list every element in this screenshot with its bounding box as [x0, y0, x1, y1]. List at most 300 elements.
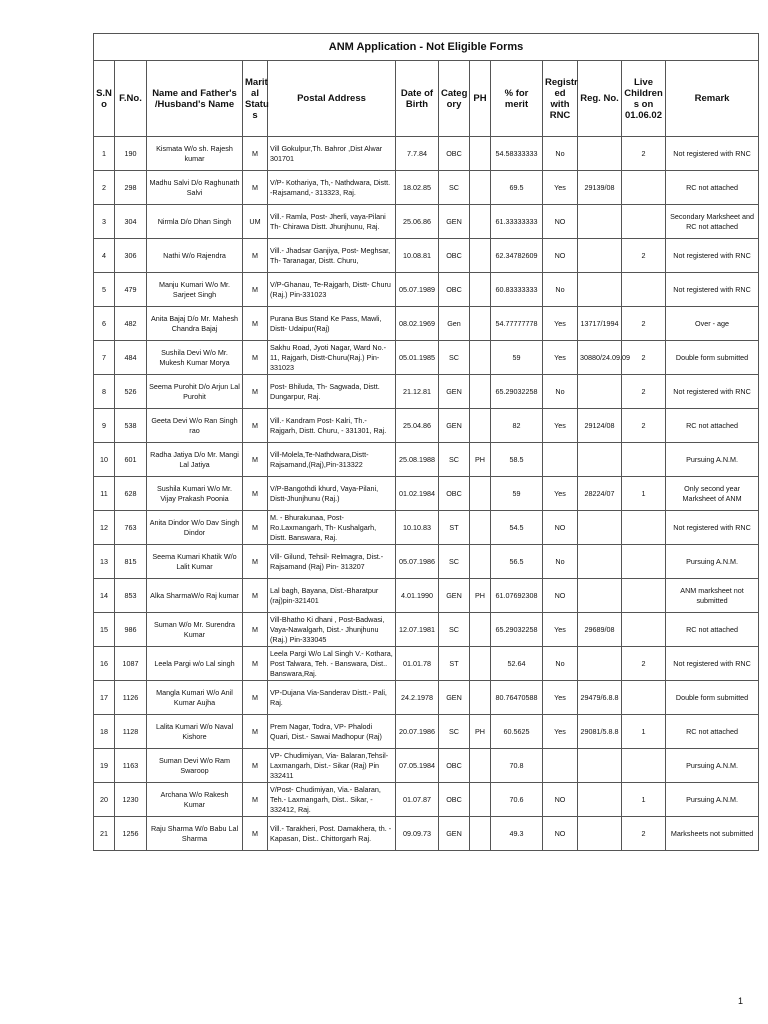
col-remark-cell: Not registered with RNC: [666, 511, 759, 545]
col-category-cell: GEN: [439, 817, 470, 851]
col-reg-no-cell: [578, 273, 622, 307]
col-reg-no-cell: 29081/5.8.8: [578, 715, 622, 749]
col-percent-for-merit-cell: 54.5: [491, 511, 543, 545]
col-registered-rnc-cell: Yes: [543, 715, 578, 749]
col-marital-status-cell: M: [243, 409, 268, 443]
col-registered-rnc-header: Registr ed with RNC: [543, 61, 578, 137]
col-category-cell: GEN: [439, 375, 470, 409]
col-sno-cell: 10: [94, 443, 115, 477]
col-name-cell: Raju Sharma W/o Babu Lal Sharma: [147, 817, 243, 851]
col-reg-no-cell: [578, 749, 622, 783]
col-name-cell: Alka SharmaW/o Raj kumar: [147, 579, 243, 613]
col-registered-rnc-cell: NO: [543, 205, 578, 239]
col-marital-status-cell: M: [243, 817, 268, 851]
col-ph-cell: [470, 477, 491, 511]
col-reg-no-cell: 13717/1994: [578, 307, 622, 341]
col-name-cell: Nirmla D/o Dhan Singh: [147, 205, 243, 239]
col-category-cell: SC: [439, 171, 470, 205]
col-sno-cell: 7: [94, 341, 115, 375]
col-name-cell: Leela Pargi w/o Lal singh: [147, 647, 243, 681]
col-form-number-cell: 763: [115, 511, 147, 545]
col-reg-no-cell: [578, 511, 622, 545]
col-marital-status-cell: M: [243, 681, 268, 715]
col-form-number-cell: 1163: [115, 749, 147, 783]
col-sno-cell: 2: [94, 171, 115, 205]
col-ph-cell: [470, 273, 491, 307]
col-sno-header: S.N o: [94, 61, 115, 137]
col-percent-for-merit-cell: 82: [491, 409, 543, 443]
col-name-cell: Kismata W/o sh. Rajesh kumar: [147, 137, 243, 171]
table-row: [94, 239, 759, 273]
col-live-children-cell: [622, 613, 666, 647]
col-remark-cell: Pursuing A.N.M.: [666, 749, 759, 783]
col-form-number-cell: 1126: [115, 681, 147, 715]
col-percent-for-merit-cell: 52.64: [491, 647, 543, 681]
col-reg-no-cell: 29124/08: [578, 409, 622, 443]
col-category-cell: SC: [439, 341, 470, 375]
col-form-number-cell: 853: [115, 579, 147, 613]
col-marital-status-cell: M: [243, 511, 268, 545]
col-postal-address-cell: Vill-Bhatho Ki dhani , Post-Badwasi, Vaya-Nawalgarh, Dist.- Jhunjhunu (Raj.) Pin-333045: [268, 613, 396, 647]
col-postal-address-cell: M. - Bhurakunaa, Post- Ro.Laxmangarh, Th- Kushalgarh, Distt. Banswara, Raj.: [268, 511, 396, 545]
col-date-of-birth-cell: 4.01.1990: [396, 579, 439, 613]
col-date-of-birth-cell: 08.02.1969: [396, 307, 439, 341]
table-body: [94, 137, 759, 851]
table-row: [94, 783, 759, 817]
col-category-cell: SC: [439, 613, 470, 647]
col-postal-address-cell: Vill.- Jhadsar Ganjiya, Post- Meghsar, Th- Taranagar, Distt. Churu,: [268, 239, 396, 273]
col-name-cell: Seema Kumari Khatik W/o Lalit Kumar: [147, 545, 243, 579]
col-sno-cell: 9: [94, 409, 115, 443]
col-sno-cell: 11: [94, 477, 115, 511]
col-sno-cell: 14: [94, 579, 115, 613]
col-percent-for-merit-cell: 56.5: [491, 545, 543, 579]
col-registered-rnc-cell: Yes: [543, 477, 578, 511]
col-ph-cell: [470, 545, 491, 579]
col-postal-address-cell: Vill Gokulpur,Th. Bahror ,Dist Alwar 301701: [268, 137, 396, 171]
col-postal-address-cell: Vill.- Kandram Post- Kalri, Th.- Rajgarh, Distt. Churu, - 331301, Raj.: [268, 409, 396, 443]
col-form-number-cell: 601: [115, 443, 147, 477]
col-registered-rnc-cell: NO: [543, 511, 578, 545]
table-row: [94, 749, 759, 783]
col-percent-for-merit-cell: 65.29032258: [491, 375, 543, 409]
col-ph-cell: PH: [470, 443, 491, 477]
column-header-row: [94, 61, 759, 137]
col-postal-address-cell: VP- Chudimiyan, Via- Balaran,Tehsil-Laxmangarh, Dist.- Sikar (Raj) Pin 332411: [268, 749, 396, 783]
col-live-children-cell: 2: [622, 239, 666, 273]
table-row: [94, 443, 759, 477]
col-postal-address-cell: V/P-Ghanau, Te-Rajgarh, Distt- Churu (Raj.) Pin-331023: [268, 273, 396, 307]
col-registered-rnc-cell: [543, 443, 578, 477]
col-postal-address-cell: VP-Dujana Via-Sanderav Distt.- Pali, Raj.: [268, 681, 396, 715]
col-name-cell: Suman Devi W/o Ram Swaroop: [147, 749, 243, 783]
col-remark-cell: Not registered with RNC: [666, 375, 759, 409]
col-reg-no-cell: [578, 205, 622, 239]
col-postal-address-cell: Vill.- Ramla, Post- Jherli, vaya-Pilani Th- Chirawa Distt. Jhunjhunu, Raj.: [268, 205, 396, 239]
col-live-children-cell: [622, 171, 666, 205]
col-ph-cell: [470, 511, 491, 545]
col-remark-cell: Pursuing A.N.M.: [666, 783, 759, 817]
col-remark-cell: RC not attached: [666, 715, 759, 749]
col-ph-cell: [470, 307, 491, 341]
col-sno-cell: 8: [94, 375, 115, 409]
col-name-cell: Sushila Kumari W/o Mr. Vijay Prakash Poonia: [147, 477, 243, 511]
col-percent-for-merit-cell: 60.83333333: [491, 273, 543, 307]
col-postal-address-cell: Vill- Gilund, Tehsil- Relmagra, Dist.- Rajsamand (Raj) Pin- 313207: [268, 545, 396, 579]
col-registered-rnc-cell: Yes: [543, 613, 578, 647]
col-marital-status-cell: M: [243, 273, 268, 307]
col-name-cell: Archana W/o Rakesh Kumar: [147, 783, 243, 817]
col-registered-rnc-cell: Yes: [543, 307, 578, 341]
col-name-cell: Suman W/o Mr. Surendra Kumar: [147, 613, 243, 647]
col-category-cell: ST: [439, 511, 470, 545]
col-marital-status-cell: M: [243, 647, 268, 681]
table-row: [94, 375, 759, 409]
col-category-cell: SC: [439, 715, 470, 749]
col-date-of-birth-cell: 25.06.86: [396, 205, 439, 239]
col-remark-cell: RC not attached: [666, 613, 759, 647]
col-form-number-cell: 1087: [115, 647, 147, 681]
col-sno-cell: 5: [94, 273, 115, 307]
col-sno-cell: 6: [94, 307, 115, 341]
col-marital-status-cell: M: [243, 613, 268, 647]
col-sno-cell: 20: [94, 783, 115, 817]
col-reg-no-cell: [578, 579, 622, 613]
col-percent-for-merit-cell: 80.76470588: [491, 681, 543, 715]
col-category-cell: GEN: [439, 681, 470, 715]
col-reg-no-cell: 29479/6.8.8: [578, 681, 622, 715]
col-ph-cell: PH: [470, 579, 491, 613]
col-remark-cell: Not registered with RNC: [666, 137, 759, 171]
col-percent-for-merit-cell: 70.8: [491, 749, 543, 783]
col-postal-address-cell: V/P-Bangothdi khurd, Vaya-Pilani, Distt-Jhunjhunu (Raj.): [268, 477, 396, 511]
col-date-of-birth-cell: 20.07.1986: [396, 715, 439, 749]
col-percent-for-merit-cell: 65.29032258: [491, 613, 543, 647]
col-marital-status-cell: M: [243, 171, 268, 205]
col-date-of-birth-cell: 12.07.1981: [396, 613, 439, 647]
col-percent-for-merit-cell: 62.34782609: [491, 239, 543, 273]
col-sno-cell: 3: [94, 205, 115, 239]
col-date-of-birth-header: Date of Birth: [396, 61, 439, 137]
col-remark-cell: Secondary Marksheet and RC not attached: [666, 205, 759, 239]
col-category-cell: GEN: [439, 409, 470, 443]
col-postal-address-cell: V/Post- Chudimiyan, Via.- Balaran, Teh.- Laxmangarh, Dist.. Sikar, - 332412, Raj.: [268, 783, 396, 817]
table-row: [94, 647, 759, 681]
page-number: 1: [738, 996, 744, 1006]
col-category-cell: OBC: [439, 783, 470, 817]
col-marital-status-cell: M: [243, 715, 268, 749]
col-category-cell: OBC: [439, 137, 470, 171]
col-category-cell: OBC: [439, 749, 470, 783]
col-date-of-birth-cell: 25.08.1988: [396, 443, 439, 477]
col-ph-header: PH: [470, 61, 491, 137]
col-reg-no-cell: 28224/07: [578, 477, 622, 511]
col-name-cell: Geeta Devi W/o Ran Singh rao: [147, 409, 243, 443]
col-ph-cell: PH: [470, 715, 491, 749]
col-postal-address-cell: Leela Pargi W/o Lal Singh V.- Kothara, Post Talwara, Teh. - Banswara, Dist.. Banswara,Raj.: [268, 647, 396, 681]
col-live-children-cell: [622, 443, 666, 477]
col-percent-for-merit-cell: 59: [491, 341, 543, 375]
col-ph-cell: [470, 341, 491, 375]
col-registered-rnc-cell: NO: [543, 783, 578, 817]
col-percent-for-merit-cell: 54.77777778: [491, 307, 543, 341]
col-ph-cell: [470, 375, 491, 409]
col-form-number-cell: 190: [115, 137, 147, 171]
col-percent-for-merit-cell: 59: [491, 477, 543, 511]
col-reg-no-cell: [578, 137, 622, 171]
col-date-of-birth-cell: 05.07.1986: [396, 545, 439, 579]
col-sno-cell: 12: [94, 511, 115, 545]
col-postal-address-cell: Purana Bus Stand Ke Pass, Mawli, Distt- Udaipur(Raj): [268, 307, 396, 341]
col-sno-cell: 21: [94, 817, 115, 851]
col-category-header: Categ ory: [439, 61, 470, 137]
col-percent-for-merit-cell: 69.5: [491, 171, 543, 205]
col-live-children-cell: 2: [622, 409, 666, 443]
table-row: [94, 545, 759, 579]
col-ph-cell: [470, 137, 491, 171]
col-date-of-birth-cell: 25.04.86: [396, 409, 439, 443]
table-row: [94, 307, 759, 341]
col-form-number-cell: 538: [115, 409, 147, 443]
col-live-children-cell: 1: [622, 477, 666, 511]
col-name-cell: Manju Kumari W/o Mr. Sarjeet Singh: [147, 273, 243, 307]
col-name-cell: Anita Dindor W/o Dav Singh Dindor: [147, 511, 243, 545]
col-reg-no-cell: [578, 375, 622, 409]
col-date-of-birth-cell: 10.10.83: [396, 511, 439, 545]
col-date-of-birth-cell: 10.08.81: [396, 239, 439, 273]
col-name-cell: Seema Purohit D/o Arjun Lal Purohit: [147, 375, 243, 409]
col-date-of-birth-cell: 18.02.85: [396, 171, 439, 205]
col-live-children-cell: 2: [622, 817, 666, 851]
col-remark-cell: Pursuing A.N.M.: [666, 545, 759, 579]
col-name-cell: Mangla Kumari W/o Anil Kumar Aujha: [147, 681, 243, 715]
col-reg-no-cell: 30880/24.09.09: [578, 341, 622, 375]
col-ph-cell: [470, 681, 491, 715]
col-reg-no-cell: 29689/08: [578, 613, 622, 647]
col-date-of-birth-cell: 09.09.73: [396, 817, 439, 851]
col-ph-cell: [470, 239, 491, 273]
col-marital-status-header: Marit al Statu s: [243, 61, 268, 137]
col-remark-cell: Not registered with RNC: [666, 239, 759, 273]
col-date-of-birth-cell: 07.05.1984: [396, 749, 439, 783]
col-date-of-birth-cell: 7.7.84: [396, 137, 439, 171]
col-marital-status-cell: M: [243, 137, 268, 171]
col-sno-cell: 17: [94, 681, 115, 715]
col-category-cell: OBC: [439, 273, 470, 307]
col-form-number-cell: 526: [115, 375, 147, 409]
col-registered-rnc-cell: NO: [543, 817, 578, 851]
col-live-children-cell: 2: [622, 137, 666, 171]
col-sno-cell: 18: [94, 715, 115, 749]
col-reg-no-cell: [578, 783, 622, 817]
col-form-number-cell: 304: [115, 205, 147, 239]
col-live-children-cell: 2: [622, 375, 666, 409]
col-marital-status-cell: M: [243, 783, 268, 817]
col-remark-header: Remark: [666, 61, 759, 137]
col-sno-cell: 4: [94, 239, 115, 273]
col-category-cell: SC: [439, 443, 470, 477]
col-remark-cell: RC not attached: [666, 409, 759, 443]
col-name-cell: Sushila Devi W/o Mr. Mukesh Kumar Morya: [147, 341, 243, 375]
col-postal-address-header: Postal Address: [268, 61, 396, 137]
col-percent-for-merit-cell: 58.5: [491, 443, 543, 477]
col-percent-for-merit-cell: 61.07692308: [491, 579, 543, 613]
col-postal-address-cell: Vill.- Tarakheri, Post. Damakhera, th. - Kapasan, Dist.. Chittorgarh Raj.: [268, 817, 396, 851]
col-ph-cell: [470, 783, 491, 817]
col-ph-cell: [470, 749, 491, 783]
table-row: [94, 613, 759, 647]
col-marital-status-cell: M: [243, 307, 268, 341]
col-live-children-cell: [622, 205, 666, 239]
col-form-number-cell: 306: [115, 239, 147, 273]
col-marital-status-cell: M: [243, 443, 268, 477]
col-form-number-cell: 628: [115, 477, 147, 511]
col-sno-cell: 19: [94, 749, 115, 783]
col-ph-cell: [470, 647, 491, 681]
col-live-children-cell: 1: [622, 715, 666, 749]
col-name-cell: Madhu Salvi D/o Raghunath Salvi: [147, 171, 243, 205]
col-remark-cell: Not registered with RNC: [666, 273, 759, 307]
col-registered-rnc-cell: Yes: [543, 171, 578, 205]
col-remark-cell: Double form submitted: [666, 681, 759, 715]
col-live-children-cell: 2: [622, 341, 666, 375]
col-form-number-cell: 298: [115, 171, 147, 205]
col-remark-cell: Pursuing A.N.M.: [666, 443, 759, 477]
col-date-of-birth-cell: 05.01.1985: [396, 341, 439, 375]
col-form-number-cell: 479: [115, 273, 147, 307]
col-registered-rnc-cell: No: [543, 375, 578, 409]
col-postal-address-cell: Post- Bhiluda, Th- Sagwada, Distt. Dungarpur, Raj.: [268, 375, 396, 409]
col-marital-status-cell: M: [243, 239, 268, 273]
table-row: [94, 579, 759, 613]
col-registered-rnc-cell: Yes: [543, 409, 578, 443]
table-row: [94, 171, 759, 205]
col-marital-status-cell: M: [243, 545, 268, 579]
col-form-number-cell: 482: [115, 307, 147, 341]
col-live-children-cell: 1: [622, 783, 666, 817]
col-ph-cell: [470, 171, 491, 205]
col-remark-cell: RC not attached: [666, 171, 759, 205]
col-percent-for-merit-cell: 60.5625: [491, 715, 543, 749]
col-form-number-cell: 1256: [115, 817, 147, 851]
col-percent-for-merit-header: % for merit: [491, 61, 543, 137]
col-name-cell: Radha Jatiya D/o Mr. Mangi Lal Jatiya: [147, 443, 243, 477]
col-percent-for-merit-cell: 61.33333333: [491, 205, 543, 239]
col-live-children-cell: [622, 545, 666, 579]
col-registered-rnc-cell: NO: [543, 239, 578, 273]
col-remark-cell: Double form submitted: [666, 341, 759, 375]
col-form-number-cell: 1128: [115, 715, 147, 749]
col-live-children-cell: [622, 511, 666, 545]
col-registered-rnc-cell: No: [543, 273, 578, 307]
col-registered-rnc-cell: No: [543, 647, 578, 681]
col-date-of-birth-cell: 24.2.1978: [396, 681, 439, 715]
col-percent-for-merit-cell: 54.58333333: [491, 137, 543, 171]
col-category-cell: OBC: [439, 477, 470, 511]
col-reg-no-cell: [578, 647, 622, 681]
col-date-of-birth-cell: 05.07.1989: [396, 273, 439, 307]
table-row: [94, 273, 759, 307]
table-row: [94, 409, 759, 443]
table-row: [94, 137, 759, 171]
not-eligible-forms-sheet: [93, 33, 758, 851]
col-sno-cell: 1: [94, 137, 115, 171]
col-registered-rnc-cell: [543, 749, 578, 783]
col-live-children-cell: 2: [622, 647, 666, 681]
col-category-cell: GEN: [439, 205, 470, 239]
col-form-number-cell: 484: [115, 341, 147, 375]
col-live-children-cell: [622, 681, 666, 715]
col-category-cell: ST: [439, 647, 470, 681]
col-name-cell: Lalita Kumari W/o Naval Kishore: [147, 715, 243, 749]
col-date-of-birth-cell: 01.01.78: [396, 647, 439, 681]
col-date-of-birth-cell: 01.07.87: [396, 783, 439, 817]
col-marital-status-cell: M: [243, 749, 268, 783]
col-date-of-birth-cell: 21.12.81: [396, 375, 439, 409]
col-sno-cell: 13: [94, 545, 115, 579]
col-reg-no-cell: [578, 443, 622, 477]
col-postal-address-cell: Sakhu Road, Jyoti Nagar, Ward No.- 11, Rajgarh, Distt-Churu(Raj.) Pin-331023: [268, 341, 396, 375]
col-reg-no-cell: 29139/08: [578, 171, 622, 205]
col-postal-address-cell: Prem Nagar, Todra, VP- Phalodi Quari, Dist.- Sawai Madhopur (Raj): [268, 715, 396, 749]
col-live-children-cell: [622, 273, 666, 307]
table-row: [94, 681, 759, 715]
col-marital-status-cell: M: [243, 579, 268, 613]
col-category-cell: SC: [439, 545, 470, 579]
table-row: [94, 817, 759, 851]
col-live-children-cell: [622, 579, 666, 613]
col-sno-cell: 16: [94, 647, 115, 681]
col-sno-cell: 15: [94, 613, 115, 647]
col-registered-rnc-cell: No: [543, 545, 578, 579]
col-form-number-cell: 986: [115, 613, 147, 647]
col-live-children-cell: 2: [622, 307, 666, 341]
col-postal-address-cell: V/P- Kothariya, Th,- Nathdwara, Distt. -Rajsamand,- 313323, Raj.: [268, 171, 396, 205]
col-registered-rnc-cell: NO: [543, 579, 578, 613]
col-percent-for-merit-cell: 70.6: [491, 783, 543, 817]
col-form-number-cell: 1230: [115, 783, 147, 817]
col-ph-cell: [470, 205, 491, 239]
col-name-header: Name and Father's /Husband's Name: [147, 61, 243, 137]
table-row: [94, 715, 759, 749]
anm-not-eligible-table: [93, 33, 759, 851]
col-remark-cell: Only second year Marksheet of ANM: [666, 477, 759, 511]
col-remark-cell: ANM marksheet not submitted: [666, 579, 759, 613]
col-category-cell: Gen: [439, 307, 470, 341]
col-live-children-header: Live Children s on 01.06.02: [622, 61, 666, 137]
col-reg-no-cell: [578, 817, 622, 851]
col-form-number-header: F.No.: [115, 61, 147, 137]
col-percent-for-merit-cell: 49.3: [491, 817, 543, 851]
col-reg-no-cell: [578, 545, 622, 579]
table-row: [94, 205, 759, 239]
col-category-cell: OBC: [439, 239, 470, 273]
col-ph-cell: [470, 409, 491, 443]
col-marital-status-cell: M: [243, 477, 268, 511]
col-postal-address-cell: Vill-Molela,Te-Nathdwara,Distt-Rajsamand,(Raj),Pin-313322: [268, 443, 396, 477]
col-category-cell: GEN: [439, 579, 470, 613]
col-name-cell: Nathi W/o Rajendra: [147, 239, 243, 273]
col-ph-cell: [470, 817, 491, 851]
table-row: [94, 511, 759, 545]
col-name-cell: Anita Bajaj D/o Mr. Mahesh Chandra Bajaj: [147, 307, 243, 341]
col-remark-cell: Marksheets not submitted: [666, 817, 759, 851]
col-form-number-cell: 815: [115, 545, 147, 579]
col-registered-rnc-cell: Yes: [543, 681, 578, 715]
col-reg-no-cell: [578, 239, 622, 273]
col-live-children-cell: [622, 749, 666, 783]
table-row: [94, 341, 759, 375]
